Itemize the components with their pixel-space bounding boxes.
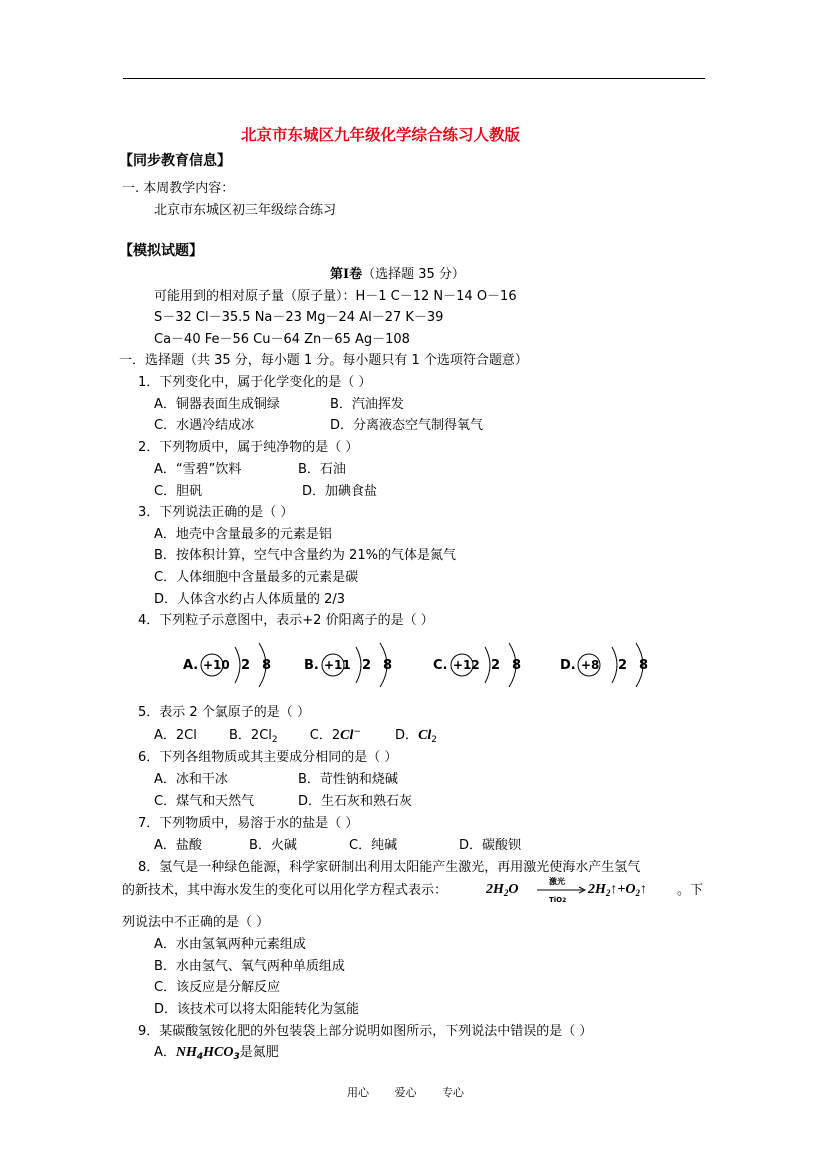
option-text: D．: [395, 728, 419, 743]
arrow-icon: [537, 884, 587, 896]
superscript: −: [353, 727, 361, 737]
footer-item: 用心: [347, 1086, 369, 1099]
atom-nucleus: +10: [203, 658, 230, 672]
sync-info-heading: 【同步教育信息】: [119, 153, 231, 169]
footer-item: 爱心: [394, 1086, 417, 1099]
chemical-equation-products: [588, 883, 647, 898]
question-8-option-b: B．水由氢气、氧气两种单质组成: [154, 959, 345, 974]
atom-nucleus: +8: [581, 658, 600, 672]
question-2-option-a: A．“雪碧”饮料: [154, 462, 242, 477]
question-5-option-b: [229, 728, 278, 743]
subscript: 2: [503, 888, 509, 898]
chem-formula: HCO: [203, 1045, 234, 1060]
atomic-mass-line: 可能用到的相对原子量（原子量）：H－1 C－12 N－14 O－16: [154, 289, 517, 304]
atom-diagram-d: [560, 645, 730, 689]
sync-info-item: 一. 本周教学内容：: [122, 181, 235, 196]
atom-letter: D.: [560, 658, 576, 673]
subscript: 2: [635, 888, 640, 898]
question-3-option-d: D．人体含水约占人体质量的 2/3: [154, 592, 346, 607]
subscript: 2: [605, 888, 611, 898]
question-3-option-c: C．人体细胞中含量最多的元素是碳: [154, 570, 359, 585]
question-5-stem: 5．表示 2 个氯原子的是（ ）: [138, 705, 310, 720]
gas-up-icon: ↑: [610, 882, 618, 897]
question-2-option-b: B．石油: [298, 462, 346, 477]
question-1-stem: 1．下列变化中，属于化学变化的是（ ）: [138, 375, 372, 390]
question-5-option-a: A．2Cl: [154, 728, 197, 743]
subscript: 3: [233, 1052, 240, 1062]
atom-letter: B.: [304, 658, 319, 673]
question-9-stem: 9．某碳酸氢铵化肥的外包装袋上部分说明如图所示，下列说法中错误的是（ ）: [138, 1024, 593, 1039]
atom-shell-1: 2: [491, 658, 501, 673]
atom-letter: C.: [433, 658, 448, 673]
gas-up-icon: ↑: [639, 882, 647, 897]
volume-note: （选择题 35 分）: [362, 267, 465, 282]
subscript: 2: [562, 897, 567, 904]
atomic-mass-line: S－32 Cl－35.5 Na－23 Mg－24 Al－27 K－39: [154, 310, 444, 325]
atom-shell-2: 8: [639, 658, 649, 673]
chemical-equation: [486, 883, 519, 898]
arrow-condition-bottom: [549, 897, 566, 904]
atom-shells-d: [560, 645, 670, 689]
question-7-option-d: D．碳酸钡: [459, 838, 522, 853]
condition-text: TiO: [549, 896, 563, 904]
question-7-option-b: B．火碱: [249, 838, 297, 853]
atom-shell-1: 2: [362, 658, 372, 673]
volume-label: 第Ⅰ卷: [330, 267, 363, 282]
subscript: 4: [196, 1052, 204, 1062]
page-title: 北京市东城区九年级化学综合练习人教版: [241, 126, 521, 144]
atom-nucleus: +11: [324, 658, 351, 672]
chem-formula: Cl: [340, 728, 354, 743]
atom-shells-a: [183, 645, 293, 689]
question-8-line-1: 8．氢气是一种绿色能源，科学家研制出利用太阳能产生激光，再用激光使海水产生氢气: [138, 860, 641, 875]
question-text: 的新技术，其中海水发生的变化可以用化学方程式表示：: [122, 883, 448, 898]
atom-nucleus: +12: [453, 658, 480, 672]
chem-formula: NH: [175, 1045, 197, 1060]
atom-shell-2: 8: [383, 658, 393, 673]
question-3-option-a: A．地壳中含量最多的元素是铝: [154, 527, 332, 542]
question-8-line-3: 列说法中不正确的是（ ）: [122, 915, 270, 930]
footer-item: 专心: [442, 1086, 464, 1099]
equation-reactant: 2H: [486, 882, 504, 897]
mock-heading: 【模拟试题】: [119, 243, 203, 259]
atom-shells-b: [304, 645, 414, 689]
question-2-stem: 2．下列物质中，属于纯净物的是（ ）: [138, 440, 359, 455]
equation-reactant: O: [508, 882, 519, 897]
equation-product: 2H: [588, 882, 606, 897]
question-8-option-a: A．水由氢氧两种元素组成: [154, 937, 306, 952]
atom-shell-1: 2: [241, 658, 251, 673]
chem-formula: Cl: [418, 728, 432, 743]
subscript: 2: [271, 735, 278, 745]
question-3-option-b: B．按体积计算，空气中含量约为 21%的气体是氮气: [154, 548, 456, 563]
atom-shell-1: 2: [618, 658, 628, 673]
subscript: 2: [431, 735, 438, 745]
equation-product: +O: [617, 882, 636, 897]
question-1-option-a: A．铜器表面生成铜绿: [154, 397, 280, 412]
question-9-option-a: [154, 1046, 279, 1062]
question-2-option-d: D．加碘食盐: [302, 484, 378, 499]
question-7-option-a: A．盐酸: [154, 838, 202, 853]
atomic-mass-line: Ca－40 Fe－56 Cu－64 Zn－65 Ag－108: [154, 332, 410, 347]
option-text: 是氮肥: [239, 1045, 279, 1060]
atom-shell-2: 8: [512, 658, 522, 673]
arrow-condition-top: 激光: [549, 877, 565, 886]
question-1-option-b: B．汽油挥发: [330, 397, 404, 412]
question-8-option-c: C．该反应是分解反应: [154, 980, 281, 995]
atom-letter: A.: [183, 658, 199, 673]
question-7-option-c: C．纯碱: [349, 838, 398, 853]
question-8-option-d: D．该技术可以将太阳能转化为氢能: [154, 1002, 360, 1017]
question-4-stem: 4．下列粒子示意图中，表示+2 价阳离子的是（ ）: [138, 613, 434, 628]
question-3-stem: 3．下列说法正确的是（ ）: [138, 505, 294, 520]
question-2-option-c: C．胆矾: [154, 484, 203, 499]
question-7-stem: 7．下列物质中，易溶于水的盐是（ ）: [138, 816, 359, 831]
atom-shells-c: [433, 645, 543, 689]
question-6-option-a: A．冰和干冰: [154, 772, 228, 787]
question-1-option-d: D．分离液态空气制得氧气: [330, 418, 484, 433]
question-6-stem: 6．下列各组物质或其主要成分相同的是（ ）: [138, 750, 398, 765]
question-6-option-c: C．煤气和天然气: [154, 794, 255, 809]
question-8-line-2: [122, 884, 447, 897]
option-text: B．2Cl: [229, 728, 272, 743]
option-text: A．: [154, 1045, 176, 1060]
question-5-options: [154, 728, 437, 745]
question-6-option-d: D．生石灰和熟石灰: [298, 794, 413, 809]
option-text: C．2: [309, 728, 341, 743]
sync-info-content: 北京市东城区初三年级综合练习: [154, 203, 337, 218]
question-1-option-c: C．水遇冷结成冰: [154, 418, 255, 433]
question-5-option-d: [395, 728, 437, 743]
section-heading: 一．选择题（共 35 分，每小题 1 分。每小题只有 1 个选项符合题意）: [119, 353, 528, 368]
page-footer: [347, 1087, 486, 1098]
question-5-option-c: [310, 728, 361, 743]
header-rule: [123, 78, 705, 79]
atom-shell-2: 8: [262, 658, 272, 673]
volume-title: [330, 268, 465, 281]
question-6-option-b: B．苛性钠和烧碱: [298, 772, 398, 787]
question-8-line-2-suffix: 。下: [677, 883, 704, 898]
